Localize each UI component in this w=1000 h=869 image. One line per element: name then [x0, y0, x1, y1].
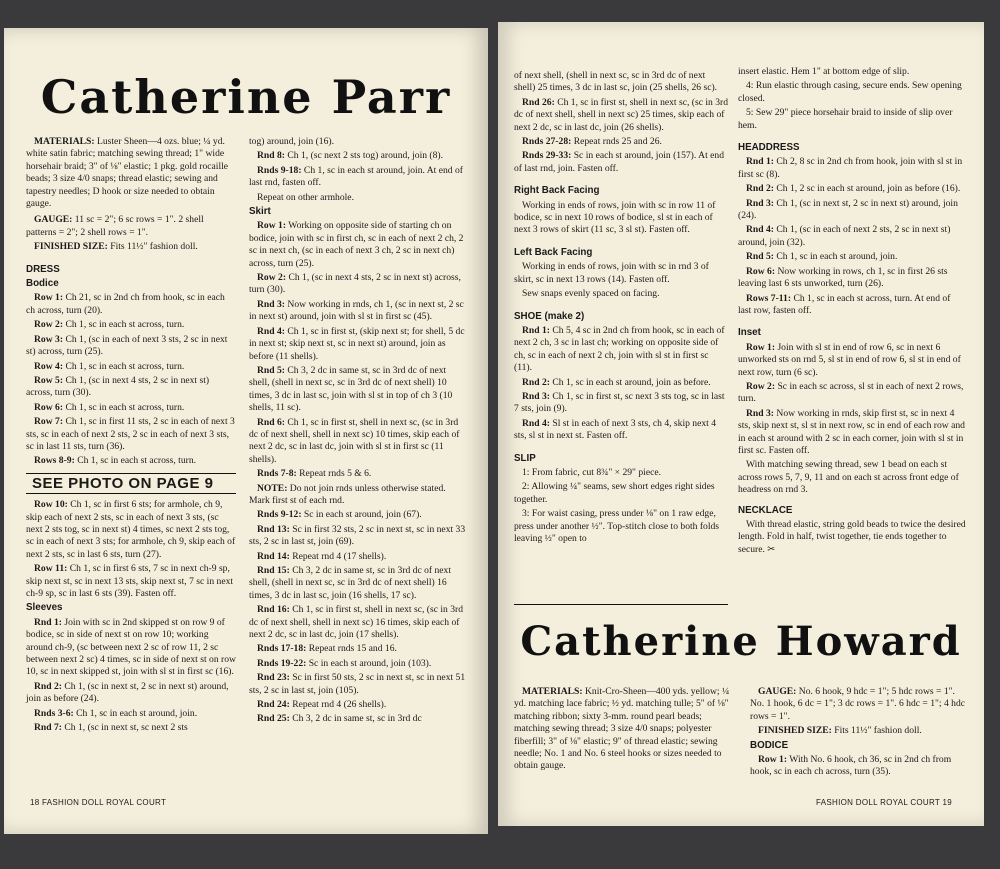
- howard-column-2: [750, 686, 966, 781]
- row-label: Rnds 19-22:: [257, 657, 307, 669]
- row-text: Ch 1, sc in each st across, turn.: [65, 401, 185, 413]
- row-label: Rnd 2:: [34, 680, 62, 692]
- row-text: Repeat rnds 5 & 6.: [299, 468, 372, 480]
- howard-materials-text: Knit-Cro-Sheen—400 yds. yellow; ¼ yd. matching lace fabric; ½ yd. matching tulle; 5" of ⅛" matching ribbon; sixty 3-mm. round pearl beads; matching sewing thread; 3 size 4/0 snaps; polyester fiberfill; 3" of ⅛" elastic; 9" of thread elastic; sewing needle; No. 1 and No. 6 steel hooks or sizes needed to obtain gauge.: [514, 686, 730, 772]
- row-label: Rnd 16:: [257, 604, 290, 616]
- row-label: Rnd 13:: [257, 523, 290, 535]
- right-column-2: [738, 66, 966, 558]
- right-back-facing-heading: Right Back Facing: [514, 185, 600, 197]
- row-text: Working on opposite side of starting ch on bodice, join with sc in first ch, sc in each of next 2 ch, 2 sc in next ch, (sc in each of next 3 ch, 2 sc in next ch) across, turn (25).: [249, 220, 464, 269]
- slip-heading: SLIP: [514, 452, 536, 464]
- row-label: Row 1:: [746, 341, 776, 353]
- instruction-row: [249, 699, 467, 711]
- row-label: Rnd 5:: [257, 364, 285, 376]
- row-label: Row 7:: [34, 416, 64, 428]
- step-text: 1: From fabric, cut 8¾" × 29" piece.: [522, 466, 661, 478]
- row-text: Sl st in each of next 3 sts, ch 4, skip next 4 sts, sl st in next st. Fasten off.: [514, 417, 717, 442]
- inset-rows: [738, 342, 966, 458]
- instruction-row: [514, 97, 728, 134]
- instruction-row: [249, 220, 467, 270]
- skirt-cont-rows: [514, 97, 728, 175]
- row-text: Join with sl st in end of row 6, sc in next 6 unworked sts on rnd 5, sl st in end of row 6, sl st in end of next row, turn (6 sc).: [738, 341, 961, 378]
- instruction-row: [249, 417, 467, 467]
- row-text: Repeat rnd 4 (17 shells).: [292, 550, 387, 562]
- instruction-row: [26, 334, 236, 359]
- materials-label: MATERIALS:: [34, 136, 95, 147]
- instruction-row: [738, 408, 966, 458]
- row-text: Now working in rnds, ch 1, (sc in next st, 2 sc in next st) around, join with sl st in first sc (45).: [249, 298, 464, 323]
- row-text: Ch 1, sc in first st, shell in next sc, (sc in 3rd dc of next shell, shell in next sc) 16 times, skip each of next 2 dc, sc in last dc, join (17 shells).: [249, 604, 464, 641]
- armhole-rows: [249, 150, 467, 189]
- instruction-row: [249, 643, 467, 655]
- instruction-row: [738, 156, 966, 181]
- col1-lead: of next shell, (shell in next sc, sc in 3rd dc of next shell) 25 times, 3 dc in last sc, join (25 shells, 26 sc).: [514, 70, 718, 94]
- row-label: Rnd 7:: [34, 722, 62, 734]
- row-label: Row 6:: [34, 401, 64, 413]
- instruction-row: [249, 658, 467, 670]
- howard-finished-text: Fits 11½" fashion doll.: [834, 725, 922, 737]
- row-text: Ch 1, sc in first st, (skip next st; for shell, 5 dc in next st; skip next st, sc in next st) around, join as before (11 shells).: [249, 325, 465, 362]
- instruction-row: [26, 292, 236, 317]
- left-column-2: [249, 136, 467, 728]
- instruction-row: [249, 551, 467, 563]
- row-text: Ch 1, (sc in next 4 sts, 2 sc in next st) across, turn (30).: [26, 374, 210, 399]
- instruction-row: [249, 365, 467, 415]
- instruction-row: [738, 198, 966, 223]
- instruction-row: [514, 377, 728, 389]
- row-text: Ch 1, (sc in next 4 sts, 2 sc in next st) across, turn (30).: [249, 272, 461, 296]
- step-text: 2: Allowing ¼" seams, sew short edges right sides together.: [514, 481, 715, 505]
- row-text: Ch 21, sc in 2nd ch from hook, sc in each ch across, turn (20).: [26, 292, 225, 316]
- instruction-row: [738, 183, 966, 195]
- instruction-row: [514, 391, 728, 416]
- instruction-row: [26, 455, 236, 467]
- row-text: Do not join rnds unless otherwise stated. Mark first st of each rnd.: [249, 482, 446, 506]
- instruction-row: [26, 722, 236, 734]
- row-text: Ch 1, sc in first 6 sts, 7 sc in next ch-9 sp, skip next st, sc in next 13 sts, skip next st, 7 sc in next ch-9 sp, sc in last 6 sts (39). Fasten off.: [26, 563, 234, 599]
- row-label: Rnd 24:: [257, 699, 290, 711]
- row-text: Ch 5, 4 sc in 2nd ch from hook, sc in each of next 2 ch, 3 sc in last ch; working on opposite side of ch, sc in each of next 2 ch, join with sl st in first sc (11).: [514, 324, 725, 374]
- row-text: Ch 1, sc in each st across, turn. At end of last row, fasten off.: [738, 292, 951, 316]
- row-label: Rnd 3:: [522, 390, 550, 402]
- row-text: Ch 1, sc in first 11 sts, 2 sc in each of next 3 sts, sc in each of next 2 sts, 2 sc in each of next 3 sts, sc in last 11 sts, turn (36).: [26, 416, 235, 452]
- row-text: Ch 2, 8 sc in 2nd ch from hook, join with sl st in first sc (8).: [738, 156, 963, 180]
- instruction-row: [249, 604, 467, 641]
- instruction-row: [514, 136, 728, 148]
- row-label: Row 11:: [34, 563, 68, 575]
- row-label: NOTE:: [257, 482, 288, 494]
- row-text: Repeat rnds 15 and 16.: [308, 643, 397, 655]
- row-label: Rnds 29-33:: [522, 150, 572, 162]
- step-text: 4: Run elastic through casing, secure ends. Sew opening closed.: [738, 80, 962, 104]
- row-text: Repeat rnd 4 (26 shells).: [292, 699, 387, 711]
- row-label: Row 5:: [34, 374, 64, 386]
- instruction-row: [738, 266, 966, 291]
- right-column-1: [514, 70, 728, 547]
- instruction-row: [514, 418, 728, 443]
- row-label: Rnds 9-18:: [257, 164, 302, 176]
- row-label: Row 3:: [34, 333, 64, 345]
- instruction-row: [26, 361, 236, 373]
- left-back-facing-note: Sew snaps evenly spaced on facing.: [522, 288, 660, 300]
- row-text: Ch 3, 2 dc in same st, sc in 3rd dc: [292, 713, 422, 725]
- materials-text: Luster Sheen—4 ozs. blue; ¼ yd. white satin fabric; matching sewing thread; 1" wide horsehair braid; 3" of ⅛" elastic; 1 pkg. gold rocaille beads; 3 size 4/0 snaps; thread elastic; sewing and tapestry needles; D hook or size needed to obtain gauge.: [26, 136, 229, 210]
- instruction-row: [514, 325, 728, 375]
- slip-steps: [514, 467, 728, 545]
- necklace-heading: NECKLACE: [738, 504, 793, 516]
- headdress-rows: [738, 156, 966, 317]
- instruction-row: [249, 524, 467, 549]
- bodice-rows: [26, 292, 236, 467]
- row-label: Rnds 3-6:: [34, 707, 74, 719]
- instruction-row: [738, 342, 966, 379]
- sleeve-rows: [26, 617, 236, 735]
- row-label: Rnd 26:: [522, 96, 555, 108]
- howard-materials-label: MATERIALS:: [522, 686, 583, 697]
- row-text: Ch 1, (sc next 2 sts tog) around, join (8).: [287, 150, 444, 162]
- instruction-row: [249, 299, 467, 324]
- section-title: Catherine Howard: [520, 618, 962, 665]
- row-label: Rnd 23:: [257, 672, 290, 684]
- instruction-step: [738, 80, 966, 105]
- row-label: Rnd 25:: [257, 713, 290, 725]
- right-back-facing-text: Working in ends of rows, join with sc in row 11 of bodice, sc in next 10 rows of bodice, sl st in each of next 3 rows of skirt (11 sc, 3 sl st). Fasten off.: [514, 199, 716, 236]
- row-label: Row 2:: [257, 272, 287, 284]
- row-text: Ch 1, (sc in next st, 2 sc in next st) around, join as before (24).: [26, 680, 229, 705]
- see-photo-banner: SEE PHOTO ON PAGE 9: [26, 473, 236, 494]
- gauge-label: GAUGE:: [34, 214, 73, 226]
- row-label: Row 10:: [34, 499, 68, 511]
- headdress-heading: HEADDRESS: [738, 142, 800, 154]
- instruction-row: [249, 165, 467, 190]
- row-text: Ch 1, sc in each st around, join as before.: [552, 376, 711, 388]
- row-label: Rnds 7-8:: [257, 468, 297, 480]
- instruction-row: [249, 468, 467, 480]
- instruction-row: [249, 483, 467, 508]
- row-text: Ch 1, sc in each st around, join. At end of last rnd, fasten off.: [249, 164, 463, 189]
- row-text: Ch 1, sc in first st, shell in next sc, (sc in 3rd dc of next shell, shell in next sc) 25 times, skip each of next 2 dc, sc in last dc, join (26 shells).: [514, 96, 729, 133]
- instruction-row: [249, 713, 467, 725]
- howard-finished-label: FINISHED SIZE:: [758, 725, 832, 737]
- col2-lead: insert elastic. Hem 1" at bottom edge of slip.: [738, 66, 910, 77]
- row-label: Rnd 3:: [257, 298, 285, 310]
- dress-heading: DRESS: [26, 263, 60, 275]
- row-label: Row 1:: [257, 220, 287, 232]
- section-divider: [514, 604, 728, 605]
- instruction-step: [514, 481, 728, 506]
- sleeves-heading: Sleeves: [26, 602, 63, 614]
- instruction-row: [738, 224, 966, 249]
- row-label: Rnd 14:: [257, 550, 290, 562]
- instruction-row: [249, 565, 467, 602]
- row-label: Rnds 17-18:: [257, 643, 307, 655]
- instruction-row: [738, 251, 966, 263]
- instruction-row: [738, 293, 966, 318]
- left-page: [4, 28, 488, 834]
- howard-gauge-label: GAUGE:: [758, 686, 797, 697]
- row-label: Row 2:: [746, 380, 776, 392]
- instruction-row: [26, 375, 236, 400]
- right-footer: FASHION DOLL ROYAL COURT 19: [816, 798, 952, 807]
- row-label: Rnd 1:: [522, 324, 550, 336]
- instruction-row: [738, 381, 966, 406]
- instruction-row: [26, 499, 236, 561]
- row-label: Rnds 27-28:: [522, 136, 572, 148]
- row-text: Sc in each st around, join (67).: [303, 509, 422, 521]
- left-footer: 18 FASHION DOLL ROYAL COURT: [30, 798, 167, 807]
- skirt-rows: [249, 220, 467, 725]
- left-back-facing-text: Working in ends of rows, join with sc in rnd 3 of skirt, sc in next 13 rows (14). Fasten off.: [514, 261, 709, 285]
- row-text: Ch 1, sc in each st around, join.: [76, 707, 198, 719]
- inset-text: With matching sewing thread, sew 1 bead on each st across rows 5, 7, 9, 11 and on each st across front edge of headress on rnd 3.: [738, 459, 959, 496]
- howard-column-1: [514, 686, 738, 775]
- step-text: 5: Sew 29" piece horsehair braid to inside of slip over hem.: [738, 107, 953, 131]
- howard-row1-text: With No. 6 hook, ch 36, sc in 2nd ch from hook, sc in each ch across, turn (35).: [750, 754, 952, 778]
- row-text: Sc in each st around, join (103).: [308, 657, 432, 669]
- row-label: Rnd 2:: [522, 376, 550, 388]
- row-text: Ch 1, sc in each st across, turn.: [65, 360, 185, 372]
- necklace-text: With thread elastic, string gold beads to twice the desired length. Fold in half, twist together, tie ends together to secure. ✂: [738, 519, 966, 555]
- shoe-rows: [514, 325, 728, 443]
- row-text: Sc in each sc across, sl st in each of next 2 rows, turn.: [738, 380, 964, 405]
- row-label: Row 1:: [34, 292, 64, 304]
- step-text: 3: For waist casing, press under ⅛" on 1 raw edge, press under another ½". Top-stitch close to both folds leaving ½" open to: [514, 508, 720, 544]
- instruction-row: [249, 672, 467, 697]
- after-photo-rows: [26, 499, 236, 600]
- gauge-text: 11 sc = 2"; 6 sc rows = 1". 2 shell patterns = 2"; 2 shell rows = 1".: [26, 214, 204, 238]
- finished-size-text: Fits 11½" fashion doll.: [110, 241, 198, 253]
- row-text: Repeat rnds 25 and 26.: [573, 136, 662, 148]
- row-label: Rnd 3:: [746, 197, 774, 209]
- row-text: Sc in each st around, join (157). At end of last rnd, join. Fasten off.: [514, 150, 724, 174]
- instruction-step: [738, 107, 966, 132]
- row-text: Ch 3, 2 dc in same st, sc in 3rd dc of next shell, (shell in next sc, sc in 3rd dc of next shell) 16 times, 3 dc in last sc, join (16 shells, 17 sc).: [249, 565, 452, 601]
- page-title: Catherine Parr: [40, 70, 452, 124]
- row-label: Rnd 1:: [746, 156, 774, 168]
- row-text: Ch 1, (sc in each of next 2 sts, 2 sc in next st) around, join (32).: [738, 224, 951, 248]
- row-text: Now working in rows, ch 1, sc in first 26 sts leaving last 6 sts unworked, turn (26).: [738, 265, 948, 290]
- shoe-heading: SHOE (make 2): [514, 310, 585, 322]
- row-label: Rnd 3:: [746, 407, 774, 419]
- row-text: Sc in first 32 sts, 2 sc in next st, sc in next 33 sts, 2 sc in last st, join (69).: [249, 523, 466, 548]
- instruction-row: [249, 150, 467, 162]
- instruction-row: [514, 150, 728, 175]
- instruction-row: [26, 681, 236, 706]
- right-page: [498, 22, 984, 826]
- row-label: Rnd 5:: [746, 251, 774, 263]
- row-label: Rnd 15:: [257, 565, 290, 576]
- row-label: Rnd 4:: [257, 325, 285, 337]
- row-text: Ch 1, (sc in next st, 2 sc in next st) around, join (24).: [738, 197, 958, 222]
- instruction-step: [514, 467, 728, 479]
- instruction-row: [26, 563, 236, 600]
- instruction-row: [26, 402, 236, 414]
- instruction-row: [249, 326, 467, 363]
- row-text: Ch 3, 2 dc in same st, sc in 3rd dc of next shell, (shell in next sc, sc in 3rd dc of next shell) 10 times, 3 dc in last sc, join with sl st in top of ch 3 (10 shells, 11 sc).: [249, 364, 453, 414]
- col2-lead: tog) around, join (16).: [249, 136, 334, 147]
- howard-gauge-text: No. 6 hook, 9 hdc = 1"; 5 hdc rows = 1". No. 1 hook, 6 dc = 1"; 3 dc rows = 1". 6 hdc = 1"; 4 hdc rows = 1".: [750, 686, 966, 722]
- row-label: Row 4:: [34, 360, 64, 372]
- row-label: Rnd 4:: [522, 417, 550, 429]
- row-label: Rows 7-11:: [746, 292, 792, 304]
- row-text: Ch 1, sc in first 6 sts; for armhole, ch 9, skip each of next 2 sts, sc in each of next 3 sts, (sc next 2 sts tog, sc in next st) 4 times, sc next 2 sts tog, sc in each of next 3 sts; for armhole, ch 9, skip each of next 2 sts, sc in last 6 sts, turn (27).: [26, 499, 236, 560]
- row-text: Ch 1, 2 sc in each st around, join as before (16).: [776, 183, 961, 195]
- row-text: Ch 1, sc in each st around, join.: [776, 251, 898, 263]
- row-label: Rnd 2:: [746, 183, 774, 195]
- row-text: Ch 1, (sc in next st, sc next 2 sts: [64, 722, 188, 734]
- row-label: Row 6:: [746, 265, 776, 277]
- row-text: Ch 1, (sc in each of next 3 sts, 2 sc in next st) across, turn (25).: [26, 333, 228, 358]
- row-text: Sc in first 50 sts, 2 sc in next st, sc in next 51 sts, 2 sc in last st, join (105).: [249, 672, 466, 696]
- row-text: Ch 1, sc in first st, sc next 3 sts tog, sc in last 7 sts, join (9).: [514, 390, 725, 415]
- row-text: Now working in rnds, skip first st, sc in next 4 sts, skip next st, sl st in next row, sc in end of each row and in each st around with 2 sc in each corner, join with sl st in first sc. Fasten off.: [738, 407, 965, 456]
- row-text: Ch 1, sc in each st across, turn.: [65, 319, 185, 331]
- repeat-note: Repeat on other armhole.: [257, 191, 354, 203]
- row-label: Rnds 9-12:: [257, 509, 302, 521]
- left-column-1: [26, 136, 236, 736]
- instruction-row: [26, 416, 236, 453]
- inset-heading: Inset: [738, 327, 761, 339]
- finished-size-label: FINISHED SIZE:: [34, 241, 108, 253]
- row-text: Ch 1, sc in first st, shell in next sc, (sc in 3rd dc of next shell, shell in next sc) 10 times, skip each of next 2 dc, sc in last dc, join with sl st in first sc (11 shells).: [249, 416, 460, 465]
- slip-steps-cont: [738, 80, 966, 132]
- row-label: Rnd 1:: [34, 616, 62, 628]
- instruction-row: [26, 319, 236, 331]
- row-text: Ch 1, sc in each st across, turn.: [77, 455, 197, 467]
- howard-row1-label: Row 1:: [758, 754, 788, 766]
- left-back-facing-heading: Left Back Facing: [514, 246, 593, 258]
- instruction-step: [514, 508, 728, 545]
- row-label: Rnd 6:: [257, 416, 285, 428]
- row-label: Rnd 8:: [257, 150, 285, 162]
- row-text: Join with sc in 2nd skipped st on row 9 of bodice, sc in side of next st on row 10; working around ch-9, (sc between next 2 sc of row 11, 2 sc between next 2 sc) 4 times, sc in side of next st on row 10, sc in next skipped st, join with sl st in first sc (16).: [26, 616, 236, 678]
- row-label: Rows 8-9:: [34, 455, 75, 467]
- instruction-row: [26, 617, 236, 679]
- row-label: Row 2:: [34, 319, 64, 331]
- howard-bodice-heading: BODICE: [750, 739, 789, 751]
- instruction-row: [26, 708, 236, 720]
- instruction-row: [249, 272, 467, 297]
- bodice-heading: Bodice: [26, 278, 59, 290]
- skirt-heading: Skirt: [249, 206, 271, 218]
- row-label: Rnd 4:: [746, 224, 774, 236]
- instruction-row: [249, 509, 467, 521]
